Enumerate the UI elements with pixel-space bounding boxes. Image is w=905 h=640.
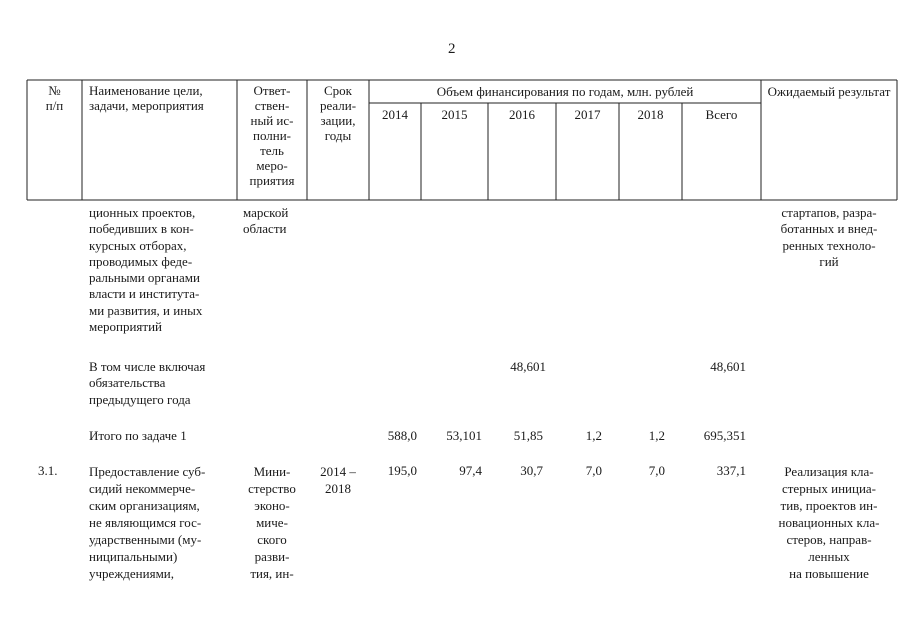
header-responsible: Ответ- ствен- ный ис- полни- тель меро- приятия (249, 83, 295, 188)
row-3-1-2014: 195,0 (387, 463, 417, 478)
row-incl-total: 48,601 (710, 359, 746, 374)
row-3-1-responsible: Мини- стерство эконо- миче- ского разви- тия, ин- (248, 464, 296, 581)
header-funding: Объем финансирования по годам, млн. рублей (436, 84, 694, 99)
header-year-2014: 2014 (382, 107, 408, 122)
header-year-2017: 2017 (574, 107, 601, 122)
row-3-1-name: Предоставление суб- сидий некоммерче- ским организациям, не являющимся гос- ударственными (му- ниципальными) учреждениями, (89, 464, 206, 581)
row-3-1-total: 337,1 (716, 463, 746, 478)
header-result: Ожидаемый результат (767, 84, 891, 99)
row-incl-name: В том числе включая обязательства предыдущего года (89, 359, 206, 407)
header-num: № п/п (45, 83, 64, 113)
row-itogo-total: 695,351 (703, 428, 746, 443)
row-cont-name: ционных проектов, победивших в кон- курсных отборах, проводимых феде- ральными органами власти и института- ми развития, и иных мероприятий (89, 205, 203, 335)
page-number: 2 (448, 41, 456, 57)
header-year-2015: 2015 (441, 107, 468, 122)
row-itogo-name: Итого по задаче 1 (89, 428, 187, 443)
header-year-2018: 2018 (637, 107, 664, 122)
row-3-1-result: Реализация кла- стерных инициа- тив, проектов ин- новационных кла- стеров, направ- ленных на повышение (778, 464, 880, 581)
row-itogo-2018: 1,2 (648, 428, 665, 443)
header-term: Срок реали- зации, годы (319, 83, 357, 143)
row-cont-responsible: марской области (243, 205, 289, 237)
row-3-1-num: 3.1. (38, 463, 58, 478)
row-itogo-2015: 53,101 (446, 428, 482, 443)
row-itogo-2017: 1,2 (585, 428, 602, 443)
header-name: Наименование цели, задачи, мероприятия (89, 83, 204, 113)
row-itogo-2016: 51,85 (513, 428, 543, 443)
row-3-1-2018: 7,0 (648, 463, 665, 478)
row-3-1-term: 2014 – 2018 (320, 464, 356, 496)
row-incl-2016: 48,601 (510, 359, 546, 374)
header-total: Всего (705, 107, 738, 122)
row-cont-result: стартапов, разра- ботанных и внед- ренных техноло- гий (780, 205, 878, 269)
row-itogo-2014: 588,0 (387, 428, 417, 443)
row-3-1-2016: 30,7 (520, 463, 543, 478)
row-3-1-2017: 7,0 (585, 463, 602, 478)
header-year-2016: 2016 (509, 107, 535, 122)
row-3-1-2015: 97,4 (459, 463, 482, 478)
